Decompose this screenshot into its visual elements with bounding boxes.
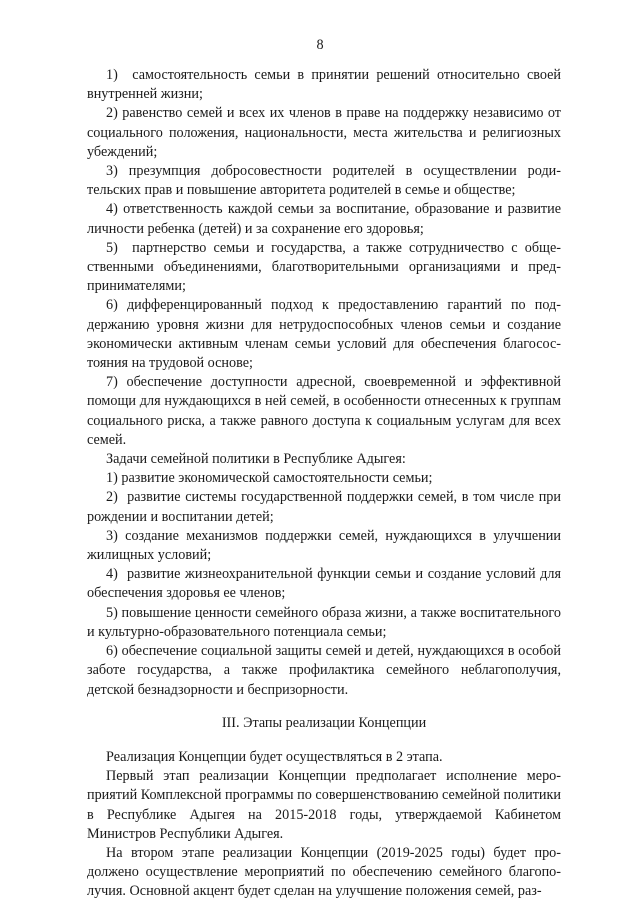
principle-item-2: 2) равенство семей и всех их членов в праве на поддержку независимо от социального положения, национальности, места жительства и религиозных убеждений; (87, 105, 561, 160)
principle-item-7: 7) обеспечение доступности адресной, своевременной и эффективной помощи для нуждающихся в ней семей, в особенности отнесенных к группам социального риска, а также равного доступа к социальным услугам для всех семей. (87, 374, 561, 448)
principles-list (87, 66, 561, 450)
task-item-1: 1) развитие экономической самостоятельности семьи; (106, 470, 433, 487)
section-heading: III. Этапы реализации Концепции (221, 714, 427, 731)
task-item-5: 5) повышение ценности семейного образа жизни, а также воспитательного и культурно-образовательного потенциала семьи; (87, 604, 561, 640)
page-content (87, 66, 561, 902)
stages-paragraph-1: Реализация Концепции будет осуществляться в 2 этапа. (106, 748, 443, 765)
stages-paragraph-2: Первый этап реализации Концепции предполагает исполнение мероприятий Комплексной программы по совершенствованию семейной политики в Республике Адыгея на 2015-2018 годы, утверждаемой Кабинетом Министров Республики Адыгея. (87, 768, 561, 842)
task-item-4: 4) развитие жизнеохранительной функции семьи и создание условий для обеспечения здоровья ее членов; (87, 566, 561, 602)
principle-item-4: 4) ответственность каждой семьи за воспитание, образование и развитие личности ребенка (детей) и за сохранение его здоровья; (87, 201, 561, 237)
tasks-intro: Задачи семейной политики в Республике Адыгея: (106, 451, 406, 468)
principle-item-3: 3) презумпция добросовестности родителей в осуществлении родительских прав и повышение авторитета родителей в семье и обществе; (87, 163, 561, 199)
page-number: 8 (316, 37, 324, 53)
task-item-2: 2) развитие системы государственной поддержки семей, в том числе при рождении и воспитании детей; (87, 489, 561, 525)
stages-paragraph-3: На втором этапе реализации Концепции (2019-2025 годы) будет продолжено осуществление мероприятий по обеспечению семейного благополучия. Основной акцент будет сделан на улучшение положения семей, раз- (87, 844, 561, 900)
stages-section (87, 748, 561, 902)
principle-item-1: 1) самостоятельность семьи в принятии решений относительно своей внутренней жизни; (87, 67, 561, 103)
principle-item-6: 6) дифференцированный подход к предоставлению гарантий по поддержанию уровня жизни для нетрудоспособных членов семьи и создание экономически активным членам семьи условий для обеспечения благосостояния на трудовой основе; (87, 297, 561, 372)
principle-item-5: 5) партнерство семьи и государства, а также сотрудничество с общественными объединениями, благотворительными организациями и предпринимателями; (87, 239, 561, 295)
task-item-3: 3) создание механизмов поддержки семей, нуждающихся в улучшении жилищных условий; (87, 527, 561, 564)
tasks-list (87, 469, 561, 699)
task-item-6: 6) обеспечение социальной защиты семей и детей, нуждающихся в особой заботе государства, а также профилактика семейного неблагополучия, детской безнадзорности и беспризорности. (87, 643, 561, 698)
